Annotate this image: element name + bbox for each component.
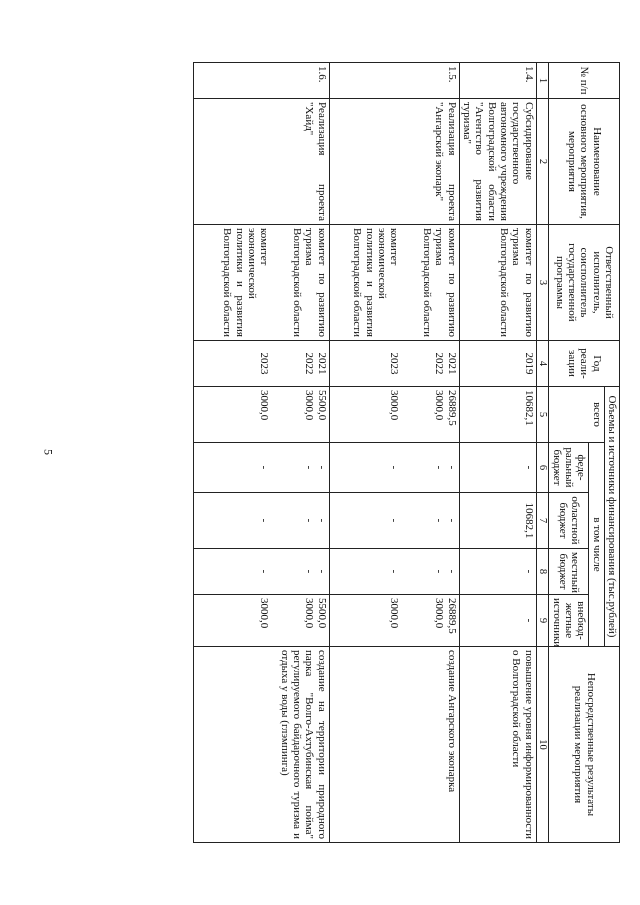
row-local: - - — [271, 549, 329, 595]
row-total: 26889,5 3000,0 — [401, 387, 459, 443]
col-number: 2 — [536, 99, 549, 225]
row-executor: комитет экономической политики и развития Волгоградской области — [329, 225, 401, 341]
header-name: Наименование основного мероприятия, мероприятия — [549, 99, 620, 225]
col-number: 1 — [536, 63, 549, 99]
row-federal: - - — [271, 443, 329, 493]
row-regional: 10682,1 — [459, 493, 536, 549]
header-local: местный бюджет — [549, 549, 589, 595]
col-number: 10 — [536, 647, 549, 843]
row-regional: - - — [271, 493, 329, 549]
row-num: 1.4. — [459, 63, 536, 99]
column-number-row — [536, 63, 549, 843]
row-name: Реализация проекта "Хайд" — [193, 99, 329, 225]
row-local: - — [193, 549, 271, 595]
row-result: создание на территории природного парка "Волго-Ахтубинская пойма" регулируемого байдарочного туризма и отдыха у воды (глэмпинга) — [193, 647, 329, 843]
row-year: 2021 2022 — [401, 341, 459, 387]
col-number: 6 — [536, 443, 549, 493]
row-num: 1.5. — [329, 63, 459, 99]
col-number: 7 — [536, 493, 549, 549]
col-number: 8 — [536, 549, 549, 595]
row-result: повышение уровня информированности о Волгоградской области — [459, 647, 536, 843]
row-total: 3000,0 — [193, 387, 271, 443]
row-local: - — [459, 549, 536, 595]
header-funding: Объемы и источники финансирования (тыс.рублей) — [604, 387, 619, 647]
row-extrabudget: 3000,0 — [329, 595, 401, 647]
row-name: Субсидирование государственного автономного учреждения Волгоградской области "Агентство развития туризма" — [459, 99, 536, 225]
table-row — [459, 63, 536, 843]
row-federal: - — [329, 443, 401, 493]
row-result: создание Ангарского экопарка — [329, 647, 459, 843]
col-number: 4 — [536, 341, 549, 387]
row-local: - - — [401, 549, 459, 595]
row-total: 10682,1 — [459, 387, 536, 443]
header-executor: Ответственный исполнитель, соисполнитель государственной программы — [549, 225, 620, 341]
header-extrabudget: внебюд-жетные источники — [549, 595, 589, 647]
row-local: - — [329, 549, 401, 595]
row-year: 2019 — [459, 341, 536, 387]
row-total: 5500,0 3000,0 — [271, 387, 329, 443]
header-regional: областной бюджет — [549, 493, 589, 549]
row-regional: - — [329, 493, 401, 549]
header-num: № п/п — [549, 63, 620, 99]
row-executor: комитет по развитию туризма Волгоградской области — [459, 225, 536, 341]
funding-table — [193, 62, 620, 843]
row-name: Реализация проекта "Ангарский экопарк" — [329, 99, 459, 225]
col-number: 5 — [536, 387, 549, 443]
row-federal: - — [193, 443, 271, 493]
row-executor: комитет по развитию туризма Волгоградской области — [271, 225, 329, 341]
header-result: Непосредственные результаты реализации мероприятия — [549, 647, 620, 843]
row-year: 2023 — [329, 341, 401, 387]
row-extrabudget: 26889,5 3000,0 — [401, 595, 459, 647]
row-extrabudget: - — [459, 595, 536, 647]
header-federal: феде-ральный бюджет — [549, 443, 589, 493]
row-num: 1.6. — [193, 63, 329, 99]
row-regional: - — [193, 493, 271, 549]
row-year: 2021 2022 — [271, 341, 329, 387]
table-row — [271, 63, 329, 843]
header-including: в том числе — [589, 443, 604, 647]
row-extrabudget: 3000,0 — [193, 595, 271, 647]
row-federal: - — [459, 443, 536, 493]
row-regional: - - — [401, 493, 459, 549]
row-executor: комитет экономической политики и развития Волгоградской области — [193, 225, 271, 341]
header-year: Год реали-зации — [549, 341, 620, 387]
row-year: 2023 — [193, 341, 271, 387]
header-total: всего — [549, 387, 604, 443]
row-total: 3000,0 — [329, 387, 401, 443]
col-number: 9 — [536, 595, 549, 647]
table-row — [401, 63, 459, 843]
row-federal: - - — [401, 443, 459, 493]
row-extrabudget: 5500,0 3000,0 — [271, 595, 329, 647]
col-number: 3 — [536, 225, 549, 341]
row-executor: комитет по развитию туризма Волгоградской области — [401, 225, 459, 341]
page-number: 5 — [41, 449, 56, 455]
funding-table-rotated — [160, 62, 620, 842]
